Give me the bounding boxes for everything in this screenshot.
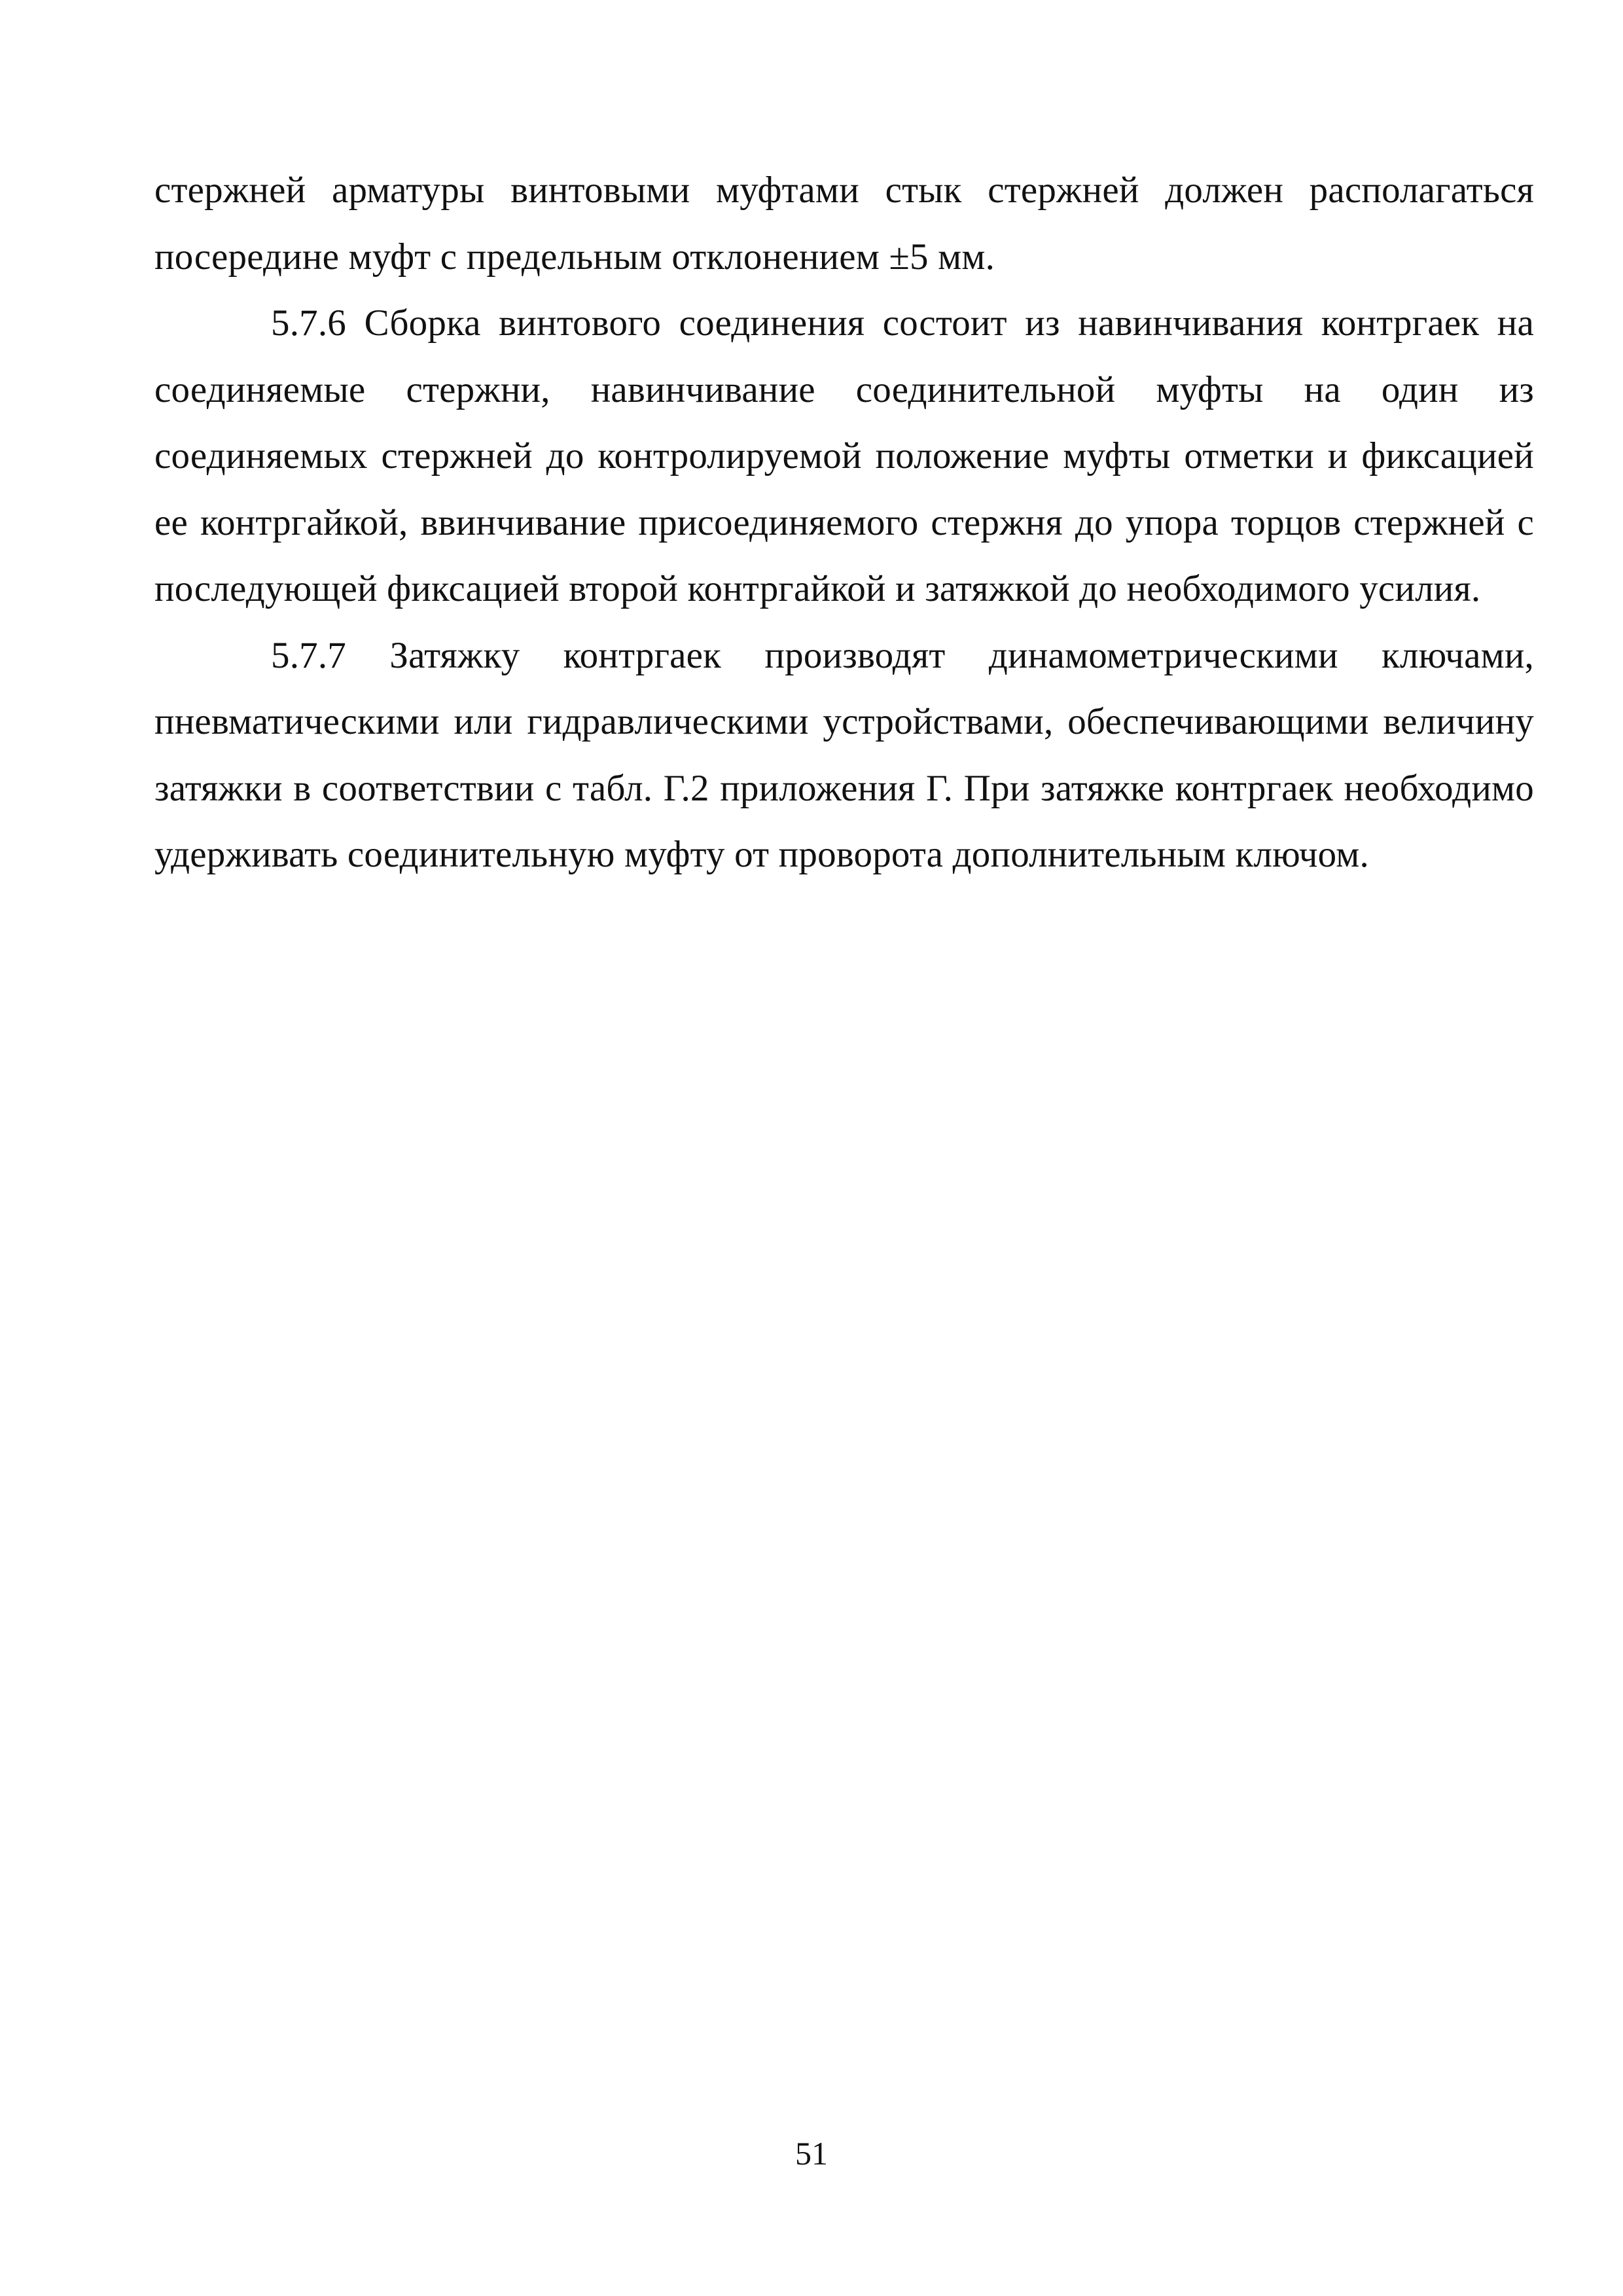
page-number: 51 (795, 2135, 828, 2172)
paragraph-continuation: стержней арматуры винтовыми муфтами стык стержней должен располагаться посередине муфт с предельным отклонением ±5 мм. (154, 170, 1534, 278)
body-text (154, 157, 1534, 888)
paragraph-5-7-7: 5.7.7 Затяжку контргаек производят динамометрическими ключами, пневматическими или гидравлическими устройствами, обеспечивающими величину затяжки в соответствии с табл. Г.2 приложения Г. При затяжке контргаек необходимо удерживать соединительную муфту от проворота дополнительным ключом. (154, 634, 1534, 875)
paragraph-5-7-6: 5.7.6 Сборка винтового соединения состоит из навинчивания контргаек на соединяемые стержни, навинчивание соединительной муфты на один из соединяемых стержней до контролируемой положение муфты отметки и фиксацией ее контргайкой, ввинчивание присоединяемого стержня до упора торцов стержней с последующей фиксацией второй контргайкой и затяжкой до необходимого усилия. (154, 302, 1534, 609)
